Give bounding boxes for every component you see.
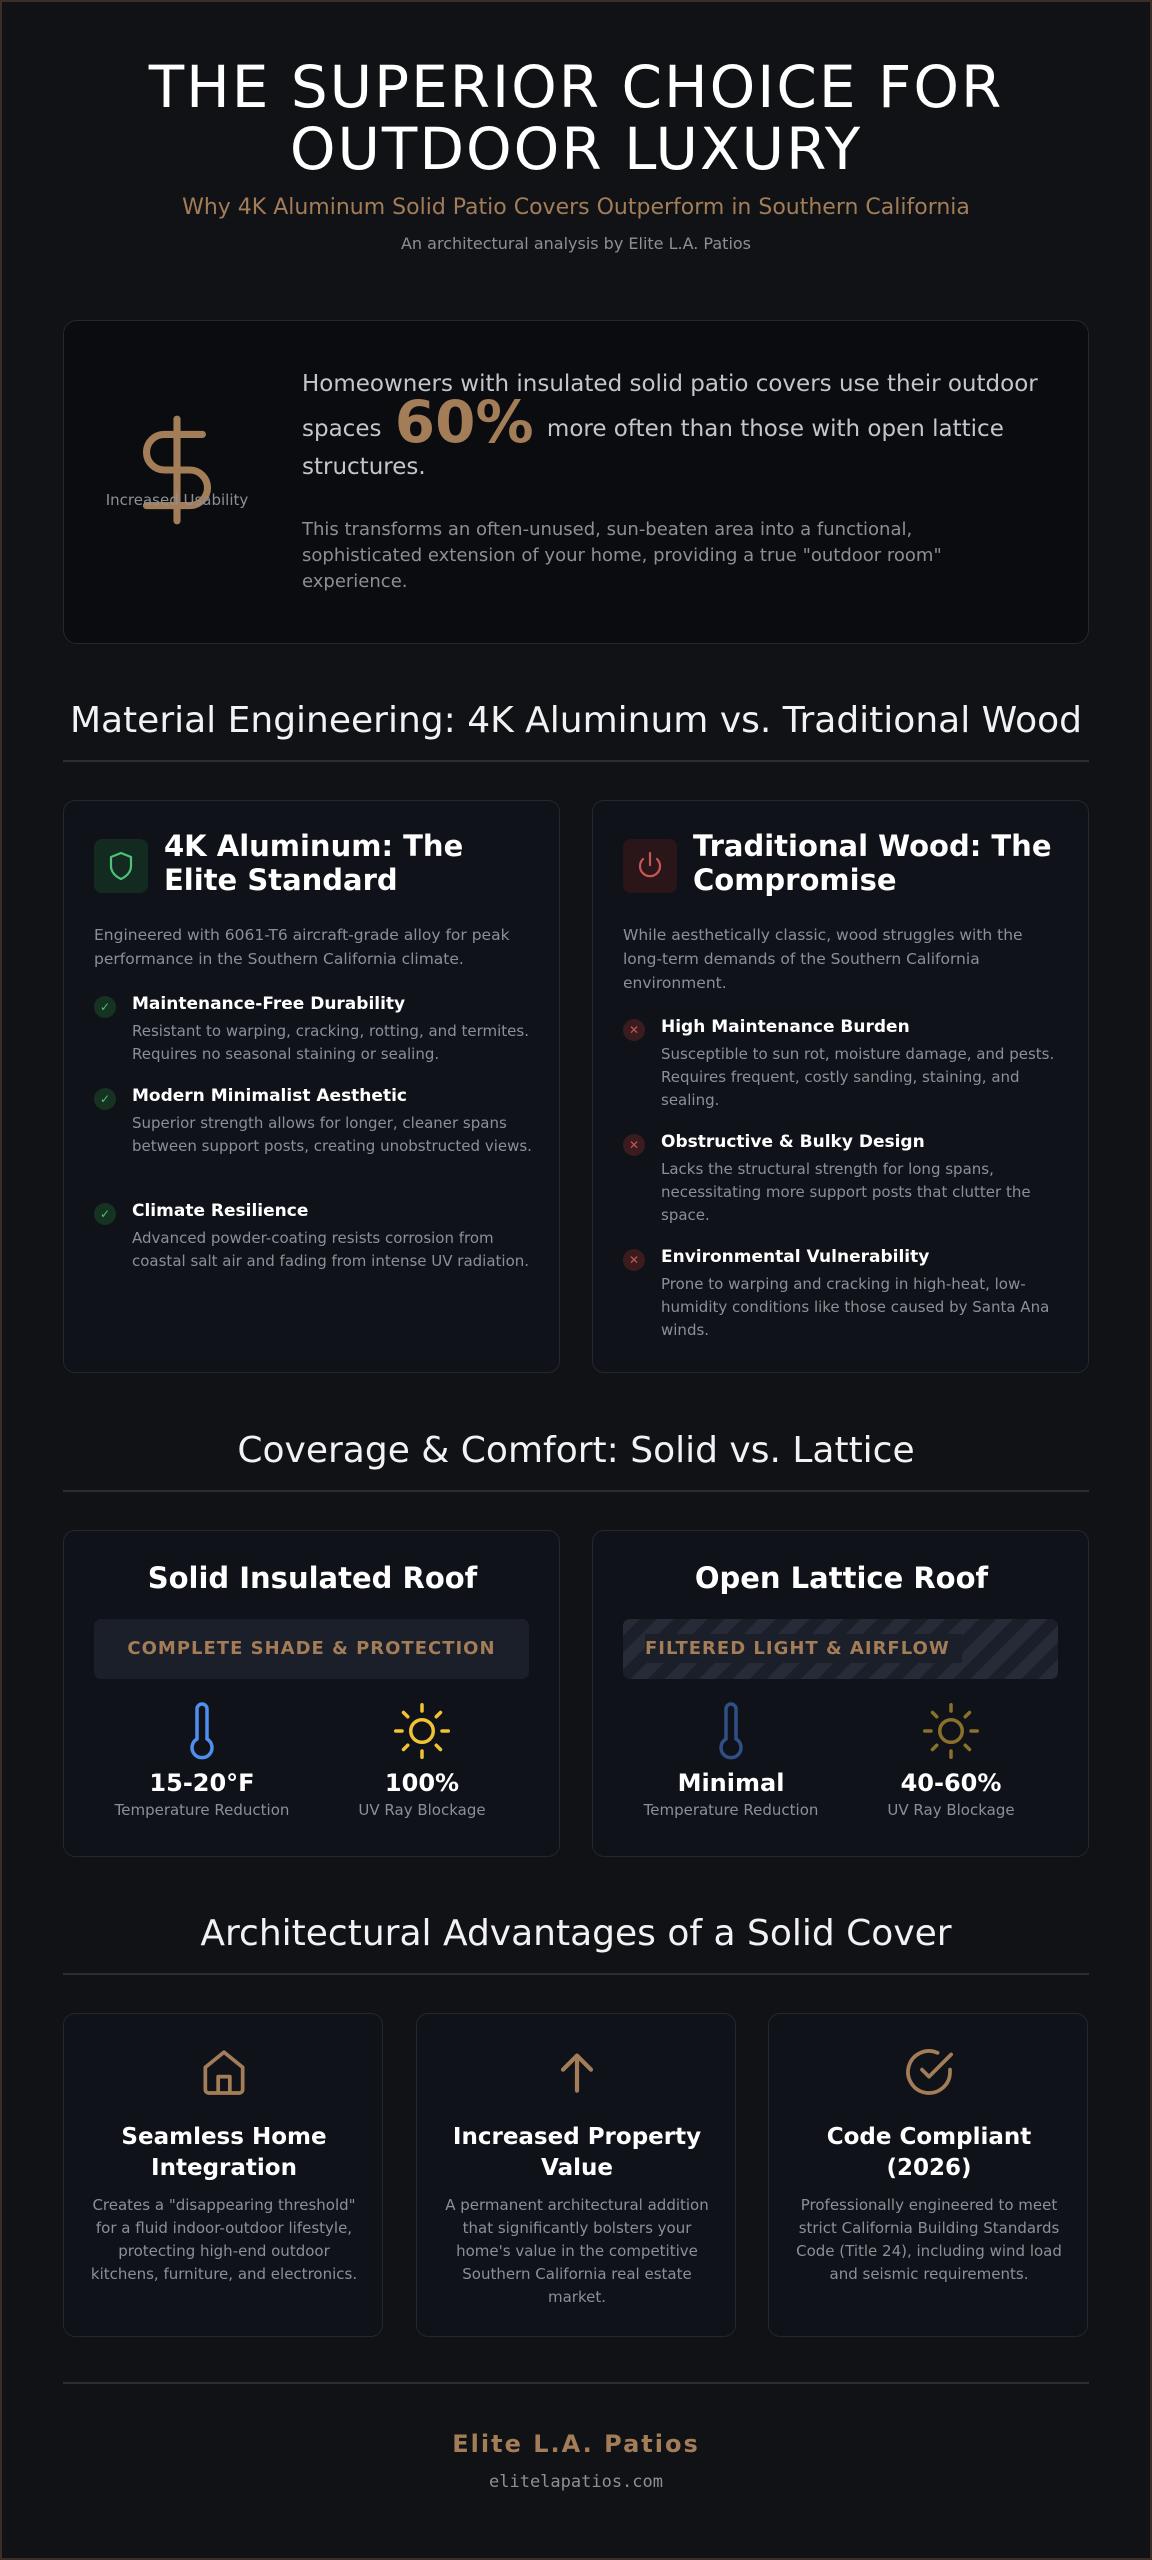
solid-uv-value: 100% <box>384 1769 460 1797</box>
solid-temp-stat <box>94 1701 310 1819</box>
drawback-title: Environmental Vulnerability <box>661 1247 930 1267</box>
advantages-section-title: Architectural Advantages of a Solid Cover <box>200 1913 952 1954</box>
advantage-description: Creates a "disappearing threshold" for a fluid indoor-outdoor lifestyle, protecting high-end outdoor kitchens, furniture, and electronics. <box>90 2196 358 2283</box>
check-icon: ✓ <box>94 1203 116 1225</box>
drawback-description: Lacks the structural strength for long spans, necessitating more support posts that clutter the space. <box>661 1160 1031 1224</box>
power-icon <box>623 839 677 893</box>
lattice-roof-card <box>592 1530 1089 1857</box>
stat-description: This transforms an often-unused, sun-beaten area into a functional, sophisticated extension of your home, providing a true "outdoor room" experience. <box>302 519 942 592</box>
advantage-title: Increased Property Value <box>452 2124 702 2181</box>
wood-intro: While aesthetically classic, wood struggles with the long-term demands of the Southern California environment. <box>623 926 1023 992</box>
stat-statement <box>302 365 1052 486</box>
lattice-temp-value: Minimal <box>677 1769 785 1797</box>
advantage-description: A permanent architectural addition that significantly bolsters your home's value in the competitive Southern California real estate market. <box>445 2196 709 2306</box>
shield-icon <box>94 839 148 893</box>
solid-temp-value: 15-20°F <box>149 1769 255 1797</box>
x-icon: ✕ <box>623 1019 645 1041</box>
solid-roof-title: Solid Insulated Roof <box>147 1561 478 1595</box>
stat-text-after: more often than those with open lattice structures. <box>302 416 1004 480</box>
lattice-roof-bar <box>623 1619 1058 1679</box>
lattice-uv-value: 40-60% <box>900 1769 1002 1797</box>
solid-uv-stat <box>314 1701 530 1819</box>
advantage-title: Code Compliant (2026) <box>826 2124 1032 2181</box>
footer-brand: Elite L.A. Patios <box>452 2430 700 2458</box>
section-divider <box>63 1490 1089 1492</box>
benefit-description: Resistant to warping, cracking, rotting, and termites. Requires no seasonal staining or sealing. <box>132 1022 529 1063</box>
stat-icon-label: Increased Usability <box>105 491 249 509</box>
dollar-sign-icon <box>116 409 238 531</box>
lattice-uv-label: UV Ray Blockage <box>887 1801 1015 1819</box>
advantage-title: Seamless Home Integration <box>121 2124 327 2181</box>
stat-highlight: 60% <box>394 388 534 456</box>
aluminum-card <box>63 800 560 1373</box>
drawback-title: High Maintenance Burden <box>661 1017 910 1037</box>
lattice-temp-stat <box>623 1701 839 1819</box>
check-circle-icon <box>901 2044 957 2100</box>
lattice-roof-bar-label: FILTERED LIGHT & AIRFLOW <box>645 1634 962 1663</box>
stat-text-before: Homeowners with insulated solid patio covers use their outdoor spaces <box>302 371 1038 442</box>
advantage-card-property-value <box>416 2013 736 2337</box>
drawback-title: Obstructive & Bulky Design <box>661 1132 925 1152</box>
thermometer-icon <box>182 1701 222 1761</box>
sun-icon <box>392 1701 452 1761</box>
coverage-section-title: Coverage & Comfort: Solid vs. Lattice <box>237 1430 915 1471</box>
footer-divider <box>63 2382 1089 2384</box>
wood-card <box>592 800 1089 1373</box>
advantage-card-home-integration <box>63 2013 383 2337</box>
x-icon: ✕ <box>623 1134 645 1156</box>
x-icon: ✕ <box>623 1249 645 1271</box>
check-icon: ✓ <box>94 1088 116 1110</box>
benefit-description: Superior strength allows for longer, cleaner spans between support posts, creating unobstructed views. <box>132 1114 532 1155</box>
benefit-title: Modern Minimalist Aesthetic <box>132 1086 407 1106</box>
arrow-up-icon <box>549 2044 605 2100</box>
drawback-description: Prone to warping and cracking in high-heat, low-humidity conditions like those caused by Santa Ana winds. <box>661 1275 1050 1339</box>
benefit-description: Advanced powder-coating resists corrosion from coastal salt air and fading from intense UV radiation. <box>132 1229 530 1270</box>
page-title-line-2: OUTDOOR LUXURY <box>289 115 863 183</box>
material-section-title: Material Engineering: 4K Aluminum vs. Traditional Wood <box>69 700 1083 741</box>
solid-temp-label: Temperature Reduction <box>114 1801 290 1819</box>
benefit-title: Climate Resilience <box>132 1201 309 1221</box>
aluminum-title: 4K Aluminum: The Elite Standard <box>164 829 464 897</box>
check-icon: ✓ <box>94 996 116 1018</box>
sun-icon <box>921 1701 981 1761</box>
footer-website-link[interactable]: elitelapatios.com <box>489 2472 663 2492</box>
solid-roof-bar: COMPLETE SHADE & PROTECTION <box>94 1619 529 1679</box>
thermometer-icon <box>711 1701 751 1761</box>
page-title-line-1: THE SUPERIOR CHOICE FOR <box>148 53 1004 121</box>
wood-icon-box <box>623 839 677 893</box>
aluminum-intro: Engineered with 6061-T6 aircraft-grade alloy for peak performance in the Southern California climate. <box>94 926 510 968</box>
section-divider <box>63 760 1089 762</box>
aluminum-icon-box <box>94 839 148 893</box>
benefit-title: Maintenance-Free Durability <box>132 994 406 1014</box>
home-icon <box>196 2044 252 2100</box>
advantage-card-code-compliant <box>768 2013 1088 2337</box>
solid-roof-card <box>63 1530 560 1857</box>
section-divider <box>63 1973 1089 1975</box>
advantage-description: Professionally engineered to meet strict California Building Standards Code (Title 24), including wind load and seismic requirements. <box>796 2196 1062 2283</box>
wood-title: Traditional Wood: The Compromise <box>693 829 1052 897</box>
lattice-uv-stat <box>843 1701 1059 1819</box>
drawback-description: Susceptible to sun rot, moisture damage, and pests. Requires frequent, costly sanding, staining, and sealing. <box>661 1045 1055 1109</box>
byline: An architectural analysis by Elite L.A. Patios <box>400 234 752 253</box>
usability-stat-card <box>63 320 1089 644</box>
lattice-temp-label: Temperature Reduction <box>643 1801 819 1819</box>
page-title <box>0 53 1152 183</box>
lattice-roof-title: Open Lattice Roof <box>694 1561 989 1595</box>
solid-uv-label: UV Ray Blockage <box>358 1801 486 1819</box>
page-subtitle: Why 4K Aluminum Solid Patio Covers Outperform in Southern California <box>182 195 970 220</box>
